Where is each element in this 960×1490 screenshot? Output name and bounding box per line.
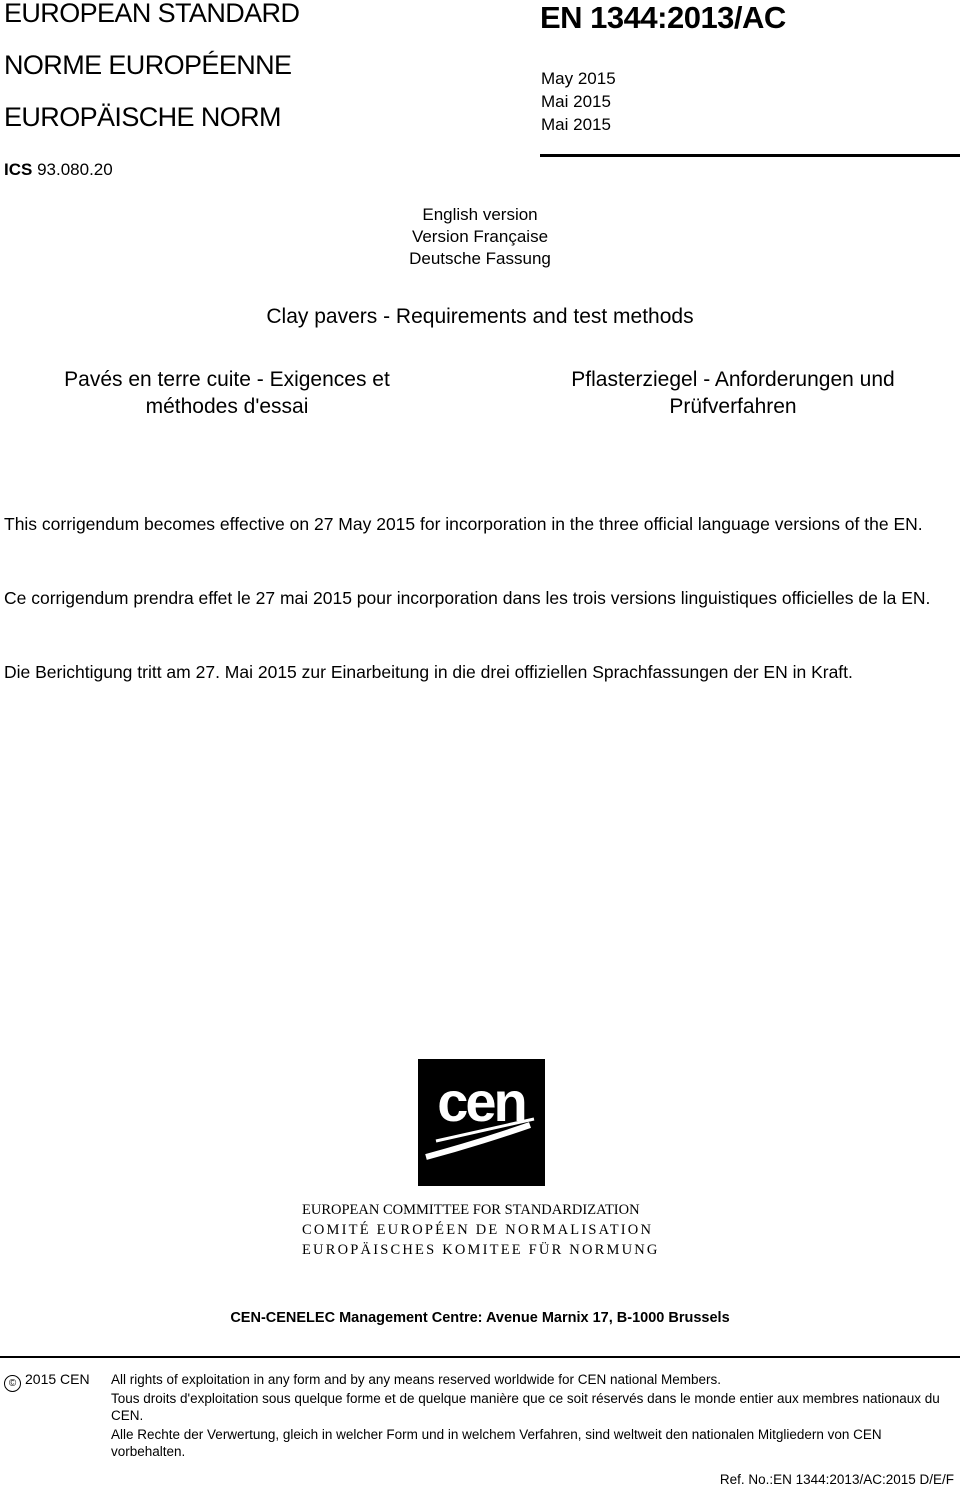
version-de: Deutsche Fassung — [409, 249, 551, 268]
header-rule — [540, 154, 960, 157]
ics-value: 93.080.20 — [37, 160, 113, 179]
committee-name-en: EUROPEAN COMMITTEE FOR STANDARDIZATION — [302, 1202, 640, 1218]
statement-en: This corrigendum becomes effective on 27 May 2015 for incorporation in the three official language versions of the EN. — [4, 514, 923, 534]
rights-fr: Tous droits d'exploitation sous quelque forme et de quelque manière que ce soit réservés dans le monde entier aux membres nationaux du CEN. — [111, 1391, 940, 1423]
reference-number: Ref. No.:EN 1344:2013/AC:2015 D/E/F — [719, 1472, 954, 1487]
copyright-year-owner: 2015 CEN — [25, 1371, 90, 1387]
management-centre-address: CEN-CENELEC Management Centre: Avenue Marnix 17, B-1000 Brussels — [230, 1310, 730, 1326]
rights-de: Alle Rechte der Verwertung, gleich in welcher Form und in welchem Verfahren, sind weltweit den nationalen Mitgliedern von CEN vorbehalten. — [111, 1427, 882, 1459]
committee-name-de: EUROPÄISCHES KOMITEE FÜR NORMUNG — [302, 1242, 660, 1258]
copyright-icon: © — [4, 1375, 21, 1392]
rights-en: All rights of exploitation in any form and by any means reserved worldwide for CEN national Members. — [111, 1372, 722, 1387]
title-fr: Pavés en terre cuite - Exigences et méthodes d'essai — [64, 368, 390, 418]
ics-label: ICS — [4, 160, 33, 179]
standard-name-en: EUROPEAN STANDARD — [4, 0, 300, 28]
copyright-holder — [4, 1371, 90, 1392]
title-en: Clay pavers - Requirements and test methods — [266, 305, 694, 328]
date-fr: Mai 2015 — [541, 92, 611, 111]
footer-rule — [0, 1356, 960, 1358]
title-de: Pflasterziegel - Anforderungen und Prüfverfahren — [571, 368, 895, 418]
version-en: English version — [422, 205, 538, 224]
cen-logo — [418, 1059, 545, 1186]
date-de: Mai 2015 — [541, 115, 611, 134]
cen-logo-text: cen — [437, 1070, 525, 1133]
standard-name-fr: NORME EUROPÉENNE — [4, 50, 292, 80]
document-id: EN 1344:2013/AC — [540, 0, 786, 35]
version-fr: Version Française — [411, 227, 549, 246]
committee-name-fr: COMITÉ EUROPÉEN DE NORMALISATION — [302, 1222, 654, 1238]
date-en: May 2015 — [541, 69, 616, 88]
statement-de: Die Berichtigung tritt am 27. Mai 2015 zur Einarbeitung in die drei offiziellen Sprachfassungen der EN in Kraft. — [4, 662, 853, 682]
statement-fr: Ce corrigendum prendra effet le 27 mai 2015 pour incorporation dans les trois versions linguistiques officielles de la EN. — [4, 588, 931, 608]
ics-code — [4, 160, 113, 180]
standard-name-de: EUROPÄISCHE NORM — [4, 102, 281, 132]
